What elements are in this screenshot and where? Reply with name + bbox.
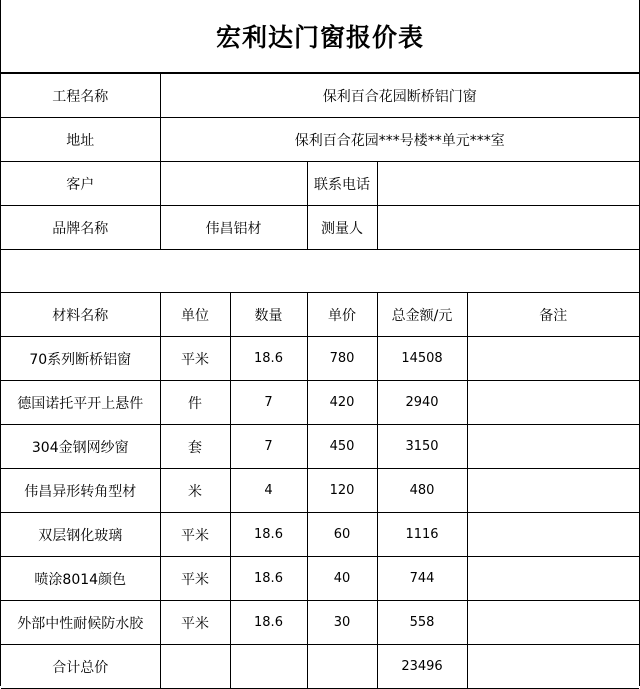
quantity-cell[interactable]: 18.6 — [230, 513, 307, 557]
spacer-row — [1, 250, 639, 293]
total-amount-cell[interactable]: 1116 — [377, 513, 467, 557]
total-empty-cell[interactable] — [160, 645, 230, 689]
total-empty-cell[interactable] — [230, 645, 307, 689]
phone-value[interactable] — [377, 162, 639, 206]
quantity-cell[interactable]: 7 — [230, 381, 307, 425]
table-row — [1, 469, 639, 513]
total-amount-cell[interactable]: 480 — [377, 469, 467, 513]
brand-row — [1, 206, 639, 250]
table-row — [1, 601, 639, 645]
total-row — [1, 645, 639, 689]
total-label: 合计总价 — [1, 645, 160, 689]
material-name-cell[interactable]: 双层钢化玻璃 — [1, 513, 160, 557]
column-header: 备注 — [467, 293, 639, 337]
material-name-cell[interactable]: 德国诺托平开上悬件 — [1, 381, 160, 425]
quote-table — [1, 73, 639, 689]
quantity-cell[interactable]: 7 — [230, 425, 307, 469]
unit-cell[interactable]: 套 — [160, 425, 230, 469]
material-name-cell[interactable]: 喷涂8014颜色 — [1, 557, 160, 601]
total-empty-cell[interactable] — [307, 645, 377, 689]
address-value[interactable]: 保利百合花园***号楼**单元***室 — [160, 118, 639, 162]
unit-cell[interactable]: 平米 — [160, 557, 230, 601]
project-value[interactable]: 保利百合花园断桥铝门窗 — [160, 74, 639, 118]
phone-label: 联系电话 — [307, 162, 377, 206]
quantity-cell[interactable]: 4 — [230, 469, 307, 513]
table-row — [1, 513, 639, 557]
table-row — [1, 337, 639, 381]
brand-value[interactable]: 伟昌铝材 — [160, 206, 307, 250]
material-name-cell[interactable]: 304金钢网纱窗 — [1, 425, 160, 469]
column-header: 材料名称 — [1, 293, 160, 337]
unit-price-cell[interactable]: 420 — [307, 381, 377, 425]
quantity-cell[interactable]: 18.6 — [230, 337, 307, 381]
remark-cell[interactable] — [467, 381, 639, 425]
column-header: 总金额/元 — [377, 293, 467, 337]
total-amount-cell[interactable]: 558 — [377, 601, 467, 645]
unit-cell[interactable]: 平米 — [160, 337, 230, 381]
unit-price-cell[interactable]: 60 — [307, 513, 377, 557]
customer-row — [1, 162, 639, 206]
remark-cell[interactable] — [467, 601, 639, 645]
address-row — [1, 118, 639, 162]
column-header: 数量 — [230, 293, 307, 337]
brand-label: 品牌名称 — [1, 206, 160, 250]
material-name-cell[interactable]: 70系列断桥铝窗 — [1, 337, 160, 381]
material-name-cell[interactable]: 外部中性耐候防水胶 — [1, 601, 160, 645]
sheet-title: 宏利达门窗报价表 — [1, 0, 639, 73]
total-amount-cell[interactable]: 3150 — [377, 425, 467, 469]
table-row — [1, 557, 639, 601]
unit-cell[interactable]: 件 — [160, 381, 230, 425]
total-amount-cell[interactable]: 744 — [377, 557, 467, 601]
column-header: 单价 — [307, 293, 377, 337]
material-name-cell[interactable]: 伟昌异形转角型材 — [1, 469, 160, 513]
project-label: 工程名称 — [1, 74, 160, 118]
total-value[interactable]: 23496 — [377, 645, 467, 689]
remark-cell[interactable] — [467, 425, 639, 469]
customer-label: 客户 — [1, 162, 160, 206]
remark-cell[interactable] — [467, 513, 639, 557]
header-row — [1, 293, 639, 337]
unit-price-cell[interactable]: 120 — [307, 469, 377, 513]
unit-cell[interactable]: 米 — [160, 469, 230, 513]
table-row — [1, 381, 639, 425]
address-label: 地址 — [1, 118, 160, 162]
remark-cell[interactable] — [467, 469, 639, 513]
total-amount-cell[interactable]: 2940 — [377, 381, 467, 425]
unit-price-cell[interactable]: 30 — [307, 601, 377, 645]
unit-price-cell[interactable]: 40 — [307, 557, 377, 601]
spacer-cell — [1, 250, 639, 293]
customer-value[interactable] — [160, 162, 307, 206]
surveyor-value[interactable] — [377, 206, 639, 250]
surveyor-label: 测量人 — [307, 206, 377, 250]
total-amount-cell[interactable]: 14508 — [377, 337, 467, 381]
total-empty-cell[interactable] — [467, 645, 639, 689]
remark-cell[interactable] — [467, 337, 639, 381]
unit-price-cell[interactable]: 780 — [307, 337, 377, 381]
column-header: 单位 — [160, 293, 230, 337]
remark-cell[interactable] — [467, 557, 639, 601]
quantity-cell[interactable]: 18.6 — [230, 557, 307, 601]
project-row — [1, 74, 639, 118]
unit-cell[interactable]: 平米 — [160, 513, 230, 557]
table-row — [1, 425, 639, 469]
unit-price-cell[interactable]: 450 — [307, 425, 377, 469]
quantity-cell[interactable]: 18.6 — [230, 601, 307, 645]
unit-cell[interactable]: 平米 — [160, 601, 230, 645]
